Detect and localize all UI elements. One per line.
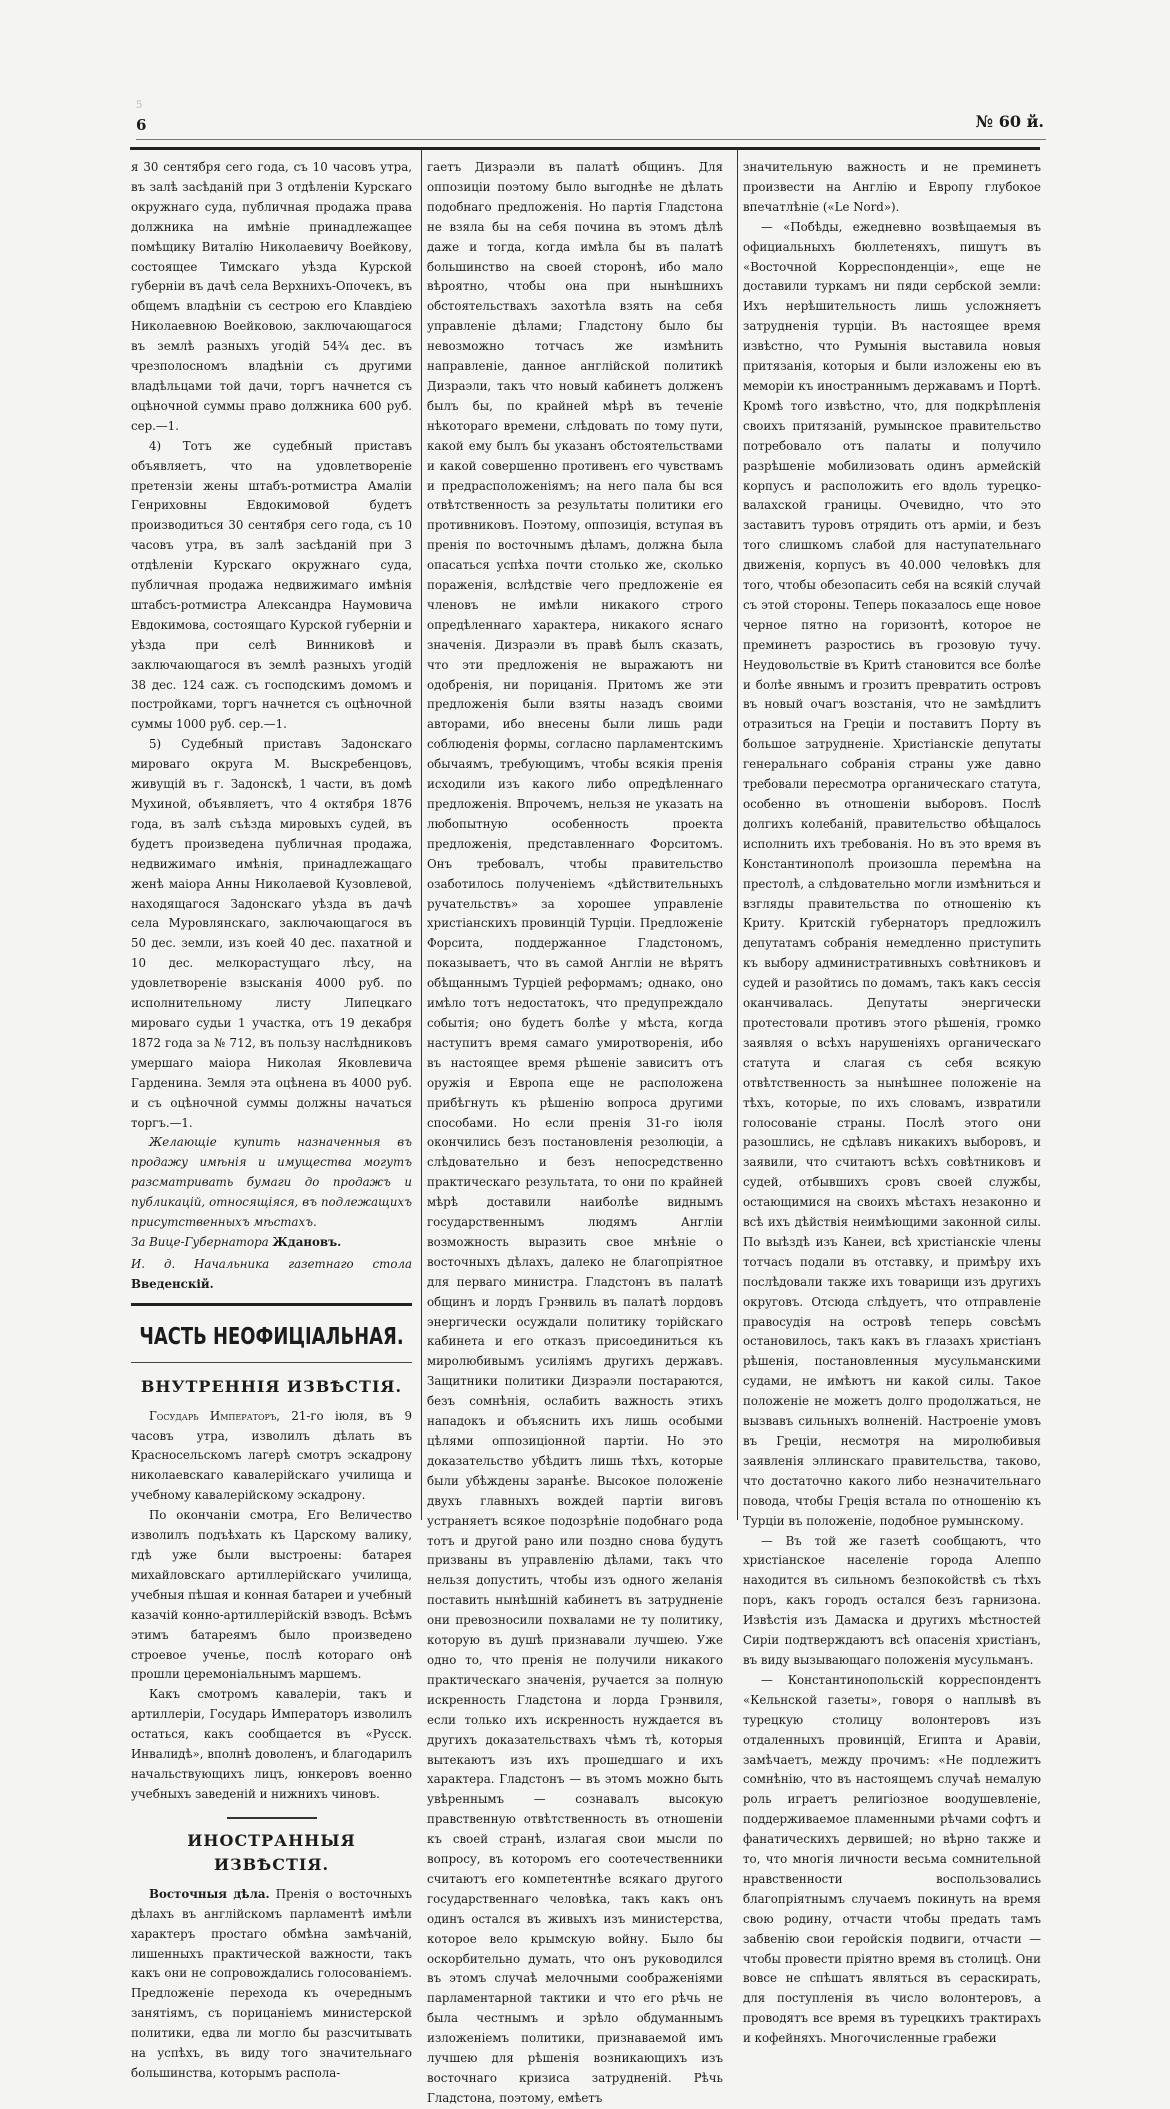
column-divider-1: [421, 150, 422, 1520]
faint-page-number: 5: [136, 100, 143, 111]
domestic-news-1: Государь Императоръ, 21-го іюля, въ 9 часовъ утра, изволилъ дѣлать въ Красносельскомъ лагерѣ смотръ эскадрону николаевскаго кавалерійскаго училища и учебному кавалерійскому эскадрону.: [131, 1408, 412, 1503]
foreign-news-1-end: значительную важность и не преминетъ произвести на Англію и Европу глубокое впечатлѣніе («Le Nord»).: [743, 160, 1041, 214]
signature-gazette-desk: [131, 1255, 412, 1295]
right-column: [743, 158, 1041, 2049]
section-title-unofficial: ЧАСТЬ НЕОФИЦІАЛЬНАЯ.: [139, 1323, 404, 1350]
foreign-news-aleppo: — Въ той же газетѣ сообщаютъ, что христіанское населеніе города Алеппо находится въ сильномъ безпокойствѣ съ тѣхъ поръ, какъ городъ остался безъ гарнизона. Извѣстія изъ Дамаска и другихъ мѣстностей Сиріи подтверждаютъ всѣ опасенія христіанъ, въ виду вызывающаго положенія мусульманъ.: [743, 1533, 1041, 1667]
signature-label: И. д. Начальника газетнаго стола: [131, 1256, 412, 1271]
middle-column: [427, 158, 723, 2109]
header-rule: [136, 139, 1046, 140]
domestic-news-2: По окончаніи смотра, Его Величество изволилъ подъѣхать къ Царскому валику, гдѣ уже были выстроены: батарея михайловскаго артиллерійскаго училища, учебныя пѣшая и конная батареи и учебный казачій конно-артиллерійскій взводъ. Всѣмъ этимъ батареямъ было произведено строевое ученье, послѣ котораго онѣ прошли церемоніальнымъ маршемъ.: [131, 1508, 412, 1682]
page-header: [112, 100, 1044, 136]
signature-name: Введенскій.: [131, 1276, 214, 1291]
signature-name: Ждановъ.: [272, 1234, 342, 1249]
subsection-title-foreign: ИНОСТРАННЫЯ ИЗВѢСТІЯ.: [187, 1830, 356, 1874]
domestic-news-3: Какъ смотромъ кавалеріи, такъ и артиллеріи, Государь Императоръ изволилъ остаться, какъ сообщается въ «Русск. Инвалидѣ», вполнѣ доволенъ, и благодарилъ начальствующихъ лицъ, юнкеровъ военно учебныхъ заведеній и нижнихъ чиновъ.: [131, 1687, 412, 1801]
lead-words: Государь Императоръ,: [149, 1408, 281, 1423]
foreign-news-1-continued: гаетъ Дизраэли въ палатѣ общинъ. Для оппозиціи поэтому было выгоднѣе не дѣлать подобнаго предложенія. Но партія Гладстона не взяла бы на себя почина въ этомъ дѣлѣ даже и тогда, когда имѣла бы въ палатѣ большинство на своей сторонѣ, ибо мало вѣроятно, чтобы она при нынѣшнихъ обстоятельствахъ захотѣла взять на себя управленіе дѣлами; Гладстону было бы невозможно тотчасъ же измѣнить направленіе, данное англійской политикѣ Дизраэли, такъ что новый кабинетъ долженъ былъ бы, по крайней мѣрѣ въ теченіе нѣкотораго времени, слѣдовать по тому пути, какой ему былъ бы указанъ обстоятельствами и какой совершенно противенъ его чувствамъ и предрасположеніямъ; на него пала бы вся отвѣтственность за результаты политики его противниковъ. Поэтому, оппозиція, вступая въ пренія по восточнымъ дѣламъ, должна была опасаться успѣха почти столько же, сколько пораженія, вслѣдствіе чего предложеніе ея членовъ не имѣли никакого строго опредѣленнаго характера, никакого яснаго значенія. Дизраэли въ правѣ былъ сказать, что эти предложенія не выражаютъ ни одобренія, ни порицанія. Притомъ же эти предложенія были взяты назадъ своими авторами, ибо внесены были лишь ради соблюденія формы, согласно парламентскимъ обычаямъ, требующимъ, чтобы всякія пренія исходили изъ какого либо опредѣленнаго предложенія. Впрочемъ, нельзя не указать на любопытную особенность проекта предложенія, представленнаго Форситомъ. Онъ требовалъ, чтобы правительство озаботилось полученіемъ «дѣйствительныхъ ручательствъ» за хорошее управленіе христіанскихъ провинцій Турціи. Предложеніе Форсита, поддержанное Гладстономъ, показываетъ, что въ самой Англіи не вѣрятъ обѣщаннымъ Турціей реформамъ; однако, оно имѣло тотъ недостатокъ, что предупреждало событія; оно будетъ болѣе у мѣста, когда наступитъ время самаго умиротворенія, ибо въ настоящее время рѣшеніе зависитъ отъ оружія и Европа еще не расположена прибѣгнуть къ рѣшенію вопроса другими способами. Но если пренія 31-го іюля окончились безъ постановленія резолюціи, а слѣдовательно и безъ непосредственно практическаго результата, то они по крайней мѣрѣ доставили наиболѣе виднымъ государственнымъ людямъ Англіи возможность выразить свое мнѣніе о восточныхъ дѣлахъ, далеко не благопріятное для перваго министра. Гладстонъ въ палатѣ общинъ и лордъ Грэнвиль въ палатѣ лордовъ энергически осуждали политику торійскаго кабинета и его отказъ присоединиться къ миролюбивымъ усиліямъ другихъ державъ. Защитники политики Дизраэли постараются, безъ сомнѣнія, ослабить важность этихъ нападокъ и объяснить ихъ лишь особыми цѣлями оппозиціонной партіи. Но это доказательство убѣдитъ лишь тѣхъ, которые были убѣждены заранѣе. Высокое положеніе двухъ главныхъ вождей партіи виговъ устраняетъ всякое подозрѣніе подобнаго рода тотъ и другой рано или поздно снова будутъ призваны въ управленію дѣлами, такъ что нельзя допустить, чтобы изъ одного желанія поставить нынѣшній кабинетъ въ затрудненіе они превозносили похвалами не ту политику, которую въ душѣ признавали лучшею. Уже одно то, что пренія не получили никакого практическаго значенія, ручается за полную искренность Гладстона и лорда Грэнвиля, если только ихъ искренность нуждается въ другихъ доказательствахъ чѣмъ тѣ, которыя вытекаютъ изъ ихъ прошедшаго и ихъ характера. Гладстонъ — въ этомъ можно быть увѣреннымъ — сознавалъ высокую правственную отвѣтственность въ отношеніи къ своей странѣ, излагая свои мысли по вопросу, въ которомъ его соотечественники считаютъ его компетентнѣе всякаго другого государственнаго человѣка, такъ какъ онъ одинъ остался въ живыхъ изъ министерства, которое вело крымскую войну. Было бы оскорбительно думать, что онъ руководился въ этомъ случаѣ мелочными соображеніями парламентарной тактики и что его рѣчь не была честнымъ и зрѣло обдуманнымъ изложеніемъ политики, признаваемой имъ лучшею для рѣшенія возникающихъ изъ восточнаго кризиса затрудненій. Рѣчь Гладстона, поэтому, емѣетъ: [427, 160, 723, 2105]
column-divider-2: [737, 150, 738, 1520]
signature-vice-governor: [131, 1233, 412, 1253]
foreign-news-1: Восточныя дѣла. Пренія о восточныхъ дѣлахъ въ англійскомъ парламентѣ имѣли характеръ простаго обмѣна замѣчаній, лишенныхъ практической важности, такъ какъ они не сопровождались голосованіемъ. Предложеніе перехода къ очереднымъ занятіямъ, съ порицаніемъ министерской политики, едва ли могло бы разсчитывать на успѣхъ, въ виду того значительнаго большинства, которымъ распола-: [131, 1886, 413, 2080]
foreign-news-serbia-romania-crete: — «Побѣды, ежедневно возвѣщаемыя въ официальныхъ бюллетеняхъ, пишутъ въ «Восточной Корреспонденціи», еще не доставили туркамъ ни пяди сербской земли: Ихъ нерѣшительность лишь усложняетъ затрудненія турціи. Въ настоящее время извѣстно, что Румынія выставила новыя притязанія, которыя и были изложены ею въ меморіи къ иностраннымъ державамъ и Портѣ. Кромѣ того извѣстно, что, для подкрѣпленія своихъ притязаній, румынское правительство потребовало отъ палаты и получило разрѣшеніе мобилизовать одинъ армейскій корпусъ и расположить его вдоль турецко-валахской границы. Очевидно, что это заставитъ туровъ отрядить отъ арміи, и безъ того слишкомъ слабой для наступательнаго движенія, корпусъ въ 40.000 человѣкъ для того, чтобы обезопасить себя на всякій случай съ этой стороны. Теперь показалось еще новое черное пятно на горизонтѣ, которое не преминетъ разростись въ грозовую тучу. Неудовольствіе въ Критѣ становится все болѣе и болѣе явнымъ и грозитъ превратить островъ въ новый очагъ возстанія, что не замѣдлитъ отразиться на Греціи и поставитъ Порту въ большое затрудненіе. Христіанскіе депутаты генеральнаго собранія страны уже давно требовали пересмотра органическаго статута, особенно въ отношеніи выборовъ. Послѣ долгихъ колебаній, правительство обѣщалось исполнить ихъ требованія. Но въ это время въ Константинополѣ произошла перемѣна на престолѣ, а слѣдовательно могли измѣниться и взгляды правительства по отношенію къ Криту. Критскій губернаторъ предложилъ депутатамъ собранія немедленно приступить къ выбору административныхъ совѣтниковъ и судей и разойтись по домамъ, такъ какъ сессія оканчивалась. Депутаты энергически протестовали противъ этого рѣшенія, громко заявляя о всѣхъ нарушеніяхъ органическаго статута и слагая съ себя всякую отвѣтственность за нынѣшнее положеніе на тѣхъ, которые, по ихъ словамъ, извратили голосованіе страны. Послѣ этого они разошлись, не сдѣлавъ никакихъ выборовъ, и заявили, что считаютъ всѣхъ совѣтниковъ и судей, отбывшихъ сровъ своей службы, остающимися на своихъ мѣстахъ незаконно и всѣ ихъ дѣйствія неимѣющими законной силы. По выѣздѣ изъ Канеи, всѣ христіанскіе члены тотчасъ подали въ отставку, и примѣру ихъ послѣдовали также ихъ товарищи изъ другихъ округовъ. Отсюда слѣдуетъ, что отправленіе правосудія на островѣ теперь совсѣмъ остановилось, такъ какъ въ глазахъ христіанъ рѣшенія, постановленныя мусульманскими судами, не имѣютъ ни какой силы. Такое положеніе не можетъ долго продолжаться, не вызвавъ сильныхъ волненій. Настроеніе умовъ въ Греціи, несмотря на миролюбивыя заявленія эллинскаго правительства, таково, что достаточно какого либо незначительнаго повода, чтобы Греція встала по отношенію къ Турціи въ положеніе, подобное румынскому.: [743, 219, 1041, 1528]
page-number: 6: [136, 116, 147, 134]
subsection-title-domestic: ВНУТРЕННІЯ ИЗВѢСТІЯ.: [140, 1376, 403, 1396]
signature-label: За Вице-Губернатора: [131, 1234, 269, 1249]
short-divider: [227, 1817, 317, 1819]
lead-words: Восточныя дѣла.: [149, 1886, 270, 1901]
top-divider: [130, 147, 1040, 150]
left-column: [131, 158, 412, 2084]
auction-notice-4: 4) Тотъ же судебный приставъ объявляетъ, что на удовлетвореніе претензіи жены штабъ-ротмистра Амаліи Генриховны Евдокимовой будетъ производиться 30 сентября сего года, съ 10 часовъ утра, въ залѣ засѣданій при 3 отдѣленіи Курскаго окружнаго суда, публичная продажа недвижимаго имѣнія штабсъ-ротмистра Александра Наумовича Евдокимова, состоящаго Курской губерніи и уѣзда при селѣ Винниковѣ и заключающагося въ землѣ разныхъ угодій 38 дес. 124 саж. съ господскимъ домомъ и постройками, торгъ начнется съ оцѣночной суммы 1000 руб. сер.—1.: [131, 438, 412, 732]
issue-number: № 60 й.: [975, 112, 1044, 131]
section-divider: [131, 1303, 412, 1306]
buyers-notice: Желающіе купить назначенныя въ продажу имѣнія и имущества могутъ разсматривать бумаги до продажъ и публикацій, относящіяся, въ подлежащихъ присутственныхъ мѣстахъ.: [131, 1135, 412, 1230]
auction-notice-5: 5) Судебный приставъ Задонскаго мироваго округа М. Выскребенцовъ, живущій въ г. Задонскѣ, 1 части, въ домѣ Мухиной, объявляетъ, что 4 октября 1876 года, въ залѣ съѣзда мировыхъ судей, въ будетъ произведена публичная продажа, недвижимаго имѣнія, принадлежащаго женѣ маіора Анны Николаевой Кузовлевой, находящагося Задонскаго уѣзда въ дачѣ села Муровлянскаго, заключающагося въ 50 дес. земли, изъ коей 40 дес. пахатной и 10 дес. мелкорастущаго лѣсу, на удовлетвореніе взысканія 4000 руб. по исполнительному листу Липецкаго мироваго судьи 1 участка, отъ 19 декабря 1872 года за № 712, въ пользу наслѣдниковъ умершаго маіора Николая Яковлевича Гарденина. Земля эта оцѣнена въ 4000 руб. и съ оцѣночной суммы должны начаться торгъ.—1.: [131, 737, 412, 1130]
auction-notice-3-continued: я 30 сентября сего года, съ 10 часовъ утра, въ залѣ засѣданій при 3 отдѣленіи Курскаго окружнаго суда, публичная продажа права должника на имѣніе принадлежащее помѣщику Виталію Николаевичу Воейкову, состоящее Тимскаго уѣзда Курской губерніи въ дачѣ села Верхнихъ-Опочекъ, въ общемъ владѣніи съ сестрою его Клавдіею Николаевною Воейковою, заключающагося въ землѣ разныхъ угодій 54¾ дес. въ чрезполосномъ владѣніи съ другими владѣльцами той дачи, торгъ начнется съ оцѣночной суммы право должника 600 руб. сер.—1.: [131, 160, 412, 433]
section-divider: [131, 1362, 412, 1363]
foreign-news-constantinople: — Константинопольскій корреспондентъ «Кельнской газеты», говоря о наплывѣ въ турецкую столицу волонтеровъ изъ отдаленныхъ провинцій, Египта и Аравіи, замѣчаетъ, между прочимъ: «Не подлежитъ сомнѣнію, что въ настоящемъ случаѣ немалую роль играетъ религіозное воодушевленіе, поддерживаемое пламенными рѣчами софтъ и фанатическихъ дервишей; но вѣрно также и то, что многія личности весьма сомнительной нравственности воспользовались благопріятнымъ случаемъ покинуть на время свою родину, отчасти чтобы предать тамъ забвенію свои геройскія подвиги, отчасти — чтобы провести пріятно время въ столицѣ. Они вовсе не спѣшатъ являться въ сераскирать, для поступленія въ число волонтеровъ, а проводятъ все время въ турецкихъ трактирахъ и кофейняхъ. Многочисленные грабежи: [743, 1672, 1041, 2046]
